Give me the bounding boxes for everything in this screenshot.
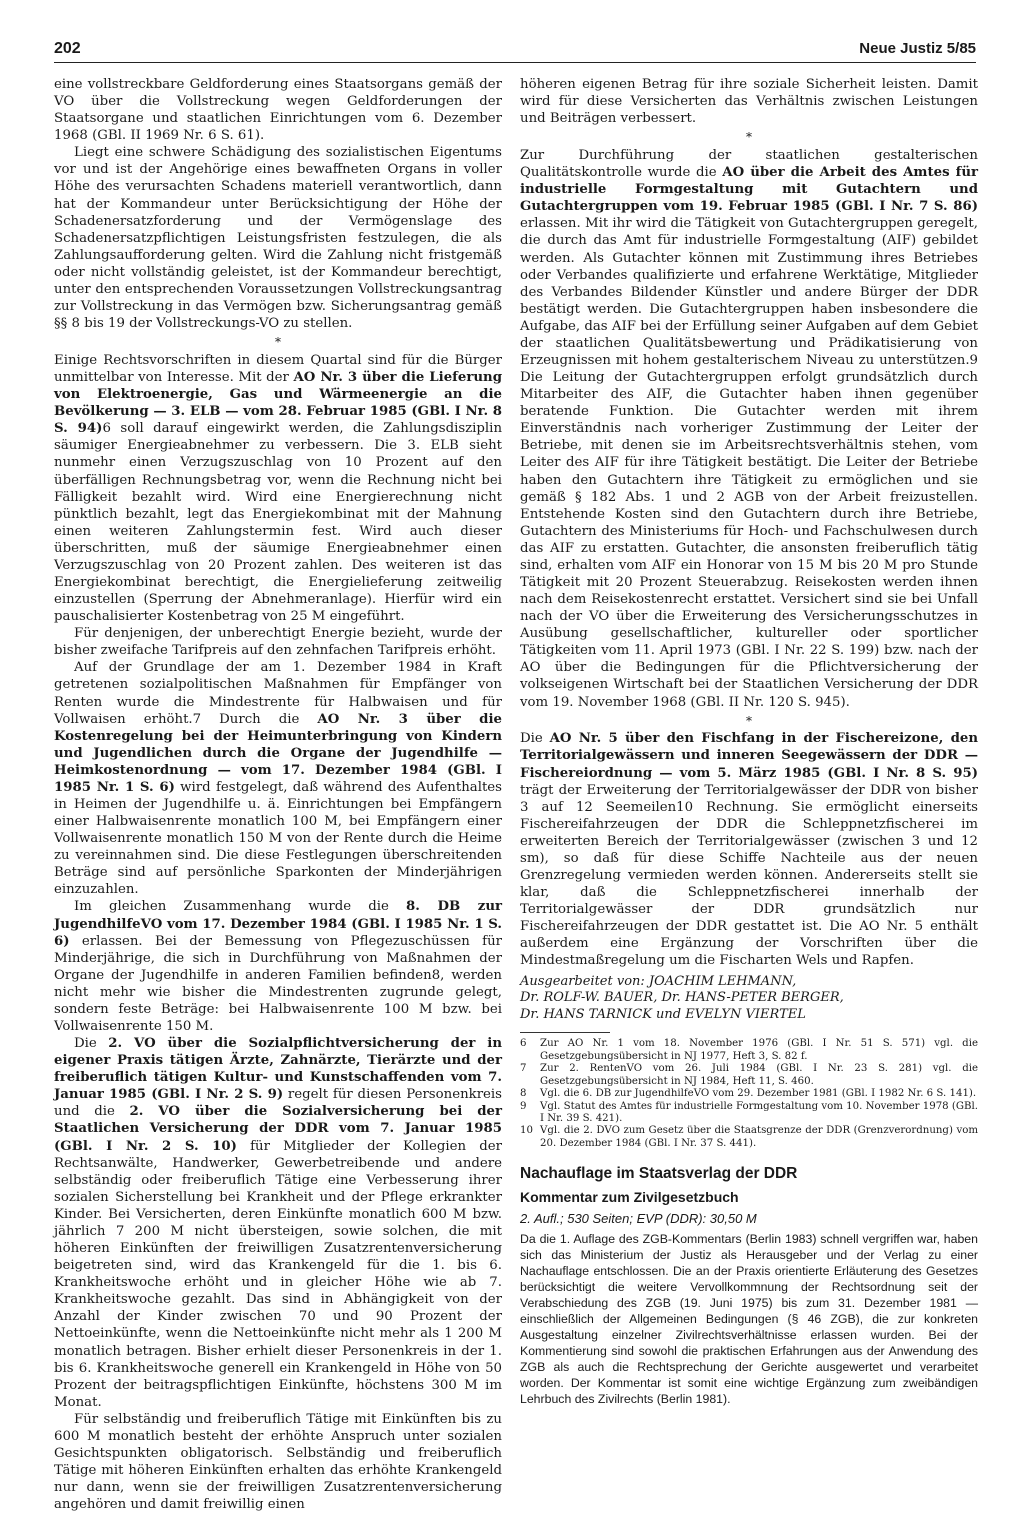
- paragraph: Einige Rechtsvorschriften in diesem Quartal sind für die Bürger unmittelbar von Interesse. Mit der AO Nr. 3 über die Lieferung von Elektroenergie, Gas und Wärmeenergie an die Bevölkerung — 3. ELB — vom 28. Februar 1985 (GBl. I Nr. 8 S. 94)6 soll darauf eingewirkt werden, die Zahlungsdisziplin säumiger Energieabnehmer zu verbessern. Die 3. ELB sieht nunmehr einen Verzugszuschlag von 10 Prozent auf den überfälligen Rechnungsbetrag vor, wenn die Rechnung nicht bei Fälligkeit bezahlt wird. Wird eine Energierechnung nicht pünktlich bezahlt, legt das Energiekombinat mit der Mahnung einen weiteren Zahlungstermin fest. Wird auch dieser überschritten, muß der säumige Energieabnehmer einen Verzugszuschlag von 20 Prozent zahlen. Des weiteren ist das Energiekombinat berechtigt, die Energielieferung zeitweilig einzustellen (Sperrung der Abnehmeranlage). Hierfür wird ein pauschalisierter Kostenbetrag von 25 M eingeführt.: [54, 352, 503, 625]
- footnotes: [520, 1038, 978, 1150]
- section-title: Nachauflage im Staatsverlag der DDR: [520, 1165, 798, 1183]
- paragraph: Liegt eine schwere Schädigung des sozialistischen Eigentums vor und ist der Angehörige eines bewaffneten Organs in voller Höhe des verursachten Schadens materiell verantwortlich, dann hat der Kommandeur unter Berücksichtigung der Höhe der Schadenersatzforderung und der Vermögenslage des Schadenersatzpflichtigen Leistungsfristen festzulegen, die als Zahlungsaufforderung gelten. Wird die Zahlung nicht fristgemäß oder nicht vollständig geleistet, ist der Kommandeur berechtigt, unter den entsprechenden Voraussetzungen Vollstreckungsantrag zur Vollstreckung in das Vermögen bzw. Sicherungsantrag gemäß §§ 8 bis 19 der Vollstreckungs-VO zu stellen.: [54, 145, 502, 332]
- header-rule: [54, 62, 976, 63]
- footnote: 7 Zur 2. RentenVO vom 26. Juli 1984 (GBl. I Nr. 23 S. 281) vgl. die Gesetzgebungsübersicht in NJ 1984, Heft 11, S. 460.: [520, 1063, 978, 1087]
- page-header: [54, 40, 976, 64]
- left-column: [54, 76, 502, 1513]
- footnote: 10 Vgl. die 2. DVO zum Gesetz über die Staatsgrenze der DDR (Grenzverordnung) vom 20. Dezember 1984 (GBl. I Nr. 37 S. 441).: [520, 1125, 978, 1149]
- paragraph: Für selbständig und freiberuflich Tätige mit Einkünften bis zu 600 M monatlich besteht der erhöhte Anspruch unter sozialen Gesichtspunkten obligatorisch. Selbständig und freiberuflich Tätige mit höheren Einkünften erhalten das erhöhte Krankengeld nur dann, wenn sie der freiwilligen Zusatzrentenversicherung angehören und damit freiwillig einen: [54, 1411, 502, 1513]
- paragraph: Für denjenigen, der unberechtigt Energie bezieht, wurde der bisher zweifache Tarifpreis auf den zehnfachen Tarifpreis erhöht.: [54, 626, 502, 659]
- author-credits: Ausgearbeitet von: JOACHIM LEHMANN, Dr. ROLF-W. BAUER, Dr. HANS-PETER BERGER, Dr. HANS TARNICK und EVELYN VIERTEL: [520, 973, 844, 1022]
- paragraph: Zur Durchführung der staatlichen gestalterischen Qualitätskontrolle wurde die AO über die Arbeit des Amtes für industrielle Formgestaltung mit Gutachtern und Gutachtergruppen vom 19. Februar 1985 (GBl. I Nr. 7 S. 86) erlassen. Mit ihr wird die Tätigkeit von Gutachtergruppen geregelt, die durch das Amt für industrielle Formgestaltung (AIF) gebildet werden. Als Gutachter können mit Zustimmung ihres Betriebes oder Verbandes qualifizierte und erfahrene Werktätige, Mitglieder des Verbandes Bildender Künstler und andere Bürger der DDR bestätigt werden. Die Gutachtergruppen haben insbesondere die Aufgabe, das AIF bei der Erfüllung seiner Aufgaben auf dem Gebiet der staatlichen Qualitätsbewertung und Prädikatisierung von Erzeugnissen mit hohem gestalterischem Niveau zu unterstützen.9 Die Leitung der Gutachtergruppen erfolgt grundsätzlich durch Mitarbeiter des AIF, die Gutachter haben ihnen gegenüber beratende Funktion. Die Gutachter werden mit ihrem Einverständnis nach vorheriger Zustimmung der Leiter der Betriebe, mit denen sie im Arbeitsrechtsverhältnis stehen, vom Leiter des AIF für ihre Tätigkeit bestätigt. Die Leiter der Betriebe haben den Gutachtern ihre Tätigkeit zu ermöglichen und sie gemäß § 182 Abs. 1 und 2 AGB von der Arbeit freizustellen. Entstehende Kosten sind den Gutachtern durch ihre Betriebe, Gutachtern des Ministeriums für Hoch- und Fachschulwesen durch das AIF zu erstatten. Gutachter, die ansonsten freiberuflich tätig sind, erhalten vom AIF ein Honorar von 15 M bis 20 M pro Stunde Tätigkeit mit 20 Prozent Steuerabzug. Reisekosten werden ihnen nach dem Reisekostenrecht erstattet. Versichert sind sie bei Unfall nach der VO über die Erweiterung des Versicherungsschutzes in Ausübung gesellschaftlicher, kultureller oder sportlicher Tätigkeiten vom 11. April 1973 (GBl. I Nr. 22 S. 199) bzw. nach der AO über die Bedingungen für die Pflichtversicherung der volkseigenen Wirtschaft bei der Staatlichen Versicherung der DDR vom 19. November 1968 (GBl. II Nr. 120 S. 945).: [520, 148, 978, 710]
- footnote: 8 Vgl. die 6. DB zur JugendhilfeVO vom 29. Dezember 1981 (GBl. I 1982 Nr. 6 S. 141).: [520, 1088, 977, 1100]
- paragraph: Die 2. VO über die Sozialpflichtversicherung der in eigener Praxis tätigen Ärzte, Zahnärzte, Tierärzte und der freiberuflich tätigen Kultur- und Kunstschaffenden vom 7. Januar 1985 (GBl. I Nr. 2 S. 9) regelt für diesen Personenkreis und die 2. VO über die Sozialversicherung bei der Staatlichen Versicherung der DDR vom 7. Januar 1985 (GBl. I Nr. 2 S. 10) für Mitglieder der Kollegien der Rechtsanwälte, Handwerker, Gewerbetreibende und andere selbständig oder freiberuflich Tätige eine Verbesserung ihrer sozialen Sicherstellung bei Krankheit und der Pflege erkrankter Kinder. Bei Versicherten, deren Einkünfte monatlich 600 M bzw. jährlich 7 200 M nicht übersteigen, sowie solchen, die mit höheren Einkünften der freiwilligen Zusatzrentenversicherung beigetreten sind, wird das Krankengeld für die 1. bis 6. Krankheitswoche erhöht und in gleicher Höhe wie ab 7. Krankheitswoche gezahlt. Das sind in Abhängigkeit von der Anzahl der Kinder zwischen 70 und 90 Prozent der Nettoeinkünfte, wenn die Nettoeinkünfte nicht mehr als 1 200 M monatlich betragen. Bisher erhielt dieser Personenkreis in der 1. bis 6. Krankheitswoche generell ein Krankengeld in Höhe von 50 Prozent der beitragspflichtigen Einkünfte, höchstens 300 M im Monat.: [54, 1036, 503, 1410]
- footnote: 9 Vgl. Statut des Amtes für industrielle Formgestaltung vom 10. November 1978 (GBl. I Nr. 39 S. 421).: [520, 1100, 978, 1124]
- paragraph: Auf der Grundlage der am 1. Dezember 1984 in Kraft getretenen sozialpolitischen Maßnahmen für Empfänger von Renten wurde die Mindestrente für Halbwaisen und für Vollwaisen erhöht.7 Durch die AO Nr. 3 über die Kostenregelung bei der Heimunterbringung von Kindern und Jugendlichen durch die Organe der Jugendhilfe — Heimkostenordnung — vom 17. Dezember 1984 (GBl. I 1985 Nr. 1 S. 6) wird festgelegt, daß während des Aufenthaltes in Heimen der Jugendhilfe u. ä. Einrichtungen bei Empfängern einer Halbwaisenrente monatlich 100 M, bei Empfängern einer Vollwaisenrente monatlich 150 M von der Rente durch die Heime zu vereinnahmen sind. Die diese Festlegungen überschreitenden Beträge sind auf persönliche Sparkonten der Minderjährigen einzuzahlen.: [54, 660, 502, 898]
- paragraph: eine vollstreckbare Geldforderung eines Staatsorgans gemäß der VO über die Vollstreckung wegen Geldforderungen der Staatsorgane und staatlichen Einrichtungen vom 6. Dezember 1968 (GBl. II 1969 Nr. 6 S. 61).: [54, 77, 502, 144]
- section-separator: *: [746, 713, 752, 728]
- paragraph: Im gleichen Zusammenhang wurde die 8. DB zur JugendhilfeVO vom 17. Dezember 1984 (GBl. I 1985 Nr. 1 S. 6) erlassen. Bei der Bemessung von Pflegezuschüssen für Minderjährige, die sich in Durchführung von Maßnahmen der Organe der Jugendhilfe in anderen Familien befinden8, werden nicht mehr wie bisher die Mindestrenten zugrunde gelegt, sondern feste Beträge: bei Halbwaisenrente 100 M bzw. bei Vollwaisenrente 150 M.: [54, 899, 502, 1035]
- publisher-notice: [520, 1232, 978, 1408]
- footnote-rule: [520, 1032, 610, 1033]
- book-meta: 2. Aufl.; 530 Seiten; EVP (DDR): 30,50 M: [520, 1211, 757, 1227]
- paragraph: Da die 1. Auflage des ZGB-Kommentars (Berlin 1983) schnell vergriffen war, haben sich das Ministerium der Justiz als Herausgeber und der Verlag zu einer Nachauflage entschlossen. Die an der Praxis orientierte Erläuterung des Gesetzes berücksichtigt die weitere Vervollkommnung der Rechtsordnung seit der Verabschiedung des ZGB (19. Juni 1975) bis zum 31. Dezember 1981 — einschließlich der Allgemeinen Bedingungen (§ 46 ZGB), die zur konkreten Ausgestaltung einzelner Zivilrechtsverhältnisse erlassen wurden. Bei der Kommentierung sind sowohl die praktischen Erfahrungen aus der Anwendung des ZGB als auch die Rechtsprechung der Gerichte ausgewertet und verarbeitet worden. Der Kommentar ist somit eine wichtige Ergänzung zum zweibändigen Lehrbuch des Zivilrechts (Berlin 1981).: [520, 1231, 978, 1406]
- paragraph: Die AO Nr. 5 über den Fischfang in der Fischereizone, den Territorialgewässern und inneren Seegewässern der DDR — Fischereiordnung — vom 5. März 1985 (GBl. I Nr. 8 S. 95) trägt der Erweiterung der Territorialgewässer der DDR von bisher 3 auf 12 Seemeilen10 Rechnung. Sie ermöglicht einerseits Fischereifahrzeugen der DDR die Schleppnetzfischerei im erweiterten Bereich der Territorialgewässer (zwischen 3 und 12 sm), so daß für diese Schiffe Nachteile aus der neuen Grenzregelung vermieden werden können. Andererseits stellt sie klar, daß die Schleppnetzfischerei innerhalb der Territorialgewässer der DDR grundsätzlich nur Fischereifahrzeugen der DDR gestattet ist. Die AO Nr. 5 enthält außerdem eine Ergänzung der Vorschriften über die Mindestmaßregelung um die Fischarten Wels und Rapfen.: [520, 731, 978, 969]
- book-title: Kommentar zum Zivilgesetzbuch: [520, 1189, 739, 1206]
- section-separator: *: [746, 130, 752, 145]
- page-number: 202: [54, 40, 81, 57]
- section-separator: *: [275, 335, 281, 350]
- footnote: 6 Zur AO Nr. 1 vom 18. November 1976 (GBl. I Nr. 51 S. 571) vgl. die Gesetzgebungsübersicht in NJ 1977, Heft 3, S. 82 f.: [520, 1038, 978, 1062]
- paragraph: höheren eigenen Betrag für ihre soziale Sicherheit leisten. Damit wird für diese Versicherten das Verhältnis zwischen Leistungen und Beiträgen verbessert.: [520, 77, 978, 127]
- right-column: [520, 76, 978, 1408]
- journal-title: Neue Justiz 5/85: [859, 40, 976, 57]
